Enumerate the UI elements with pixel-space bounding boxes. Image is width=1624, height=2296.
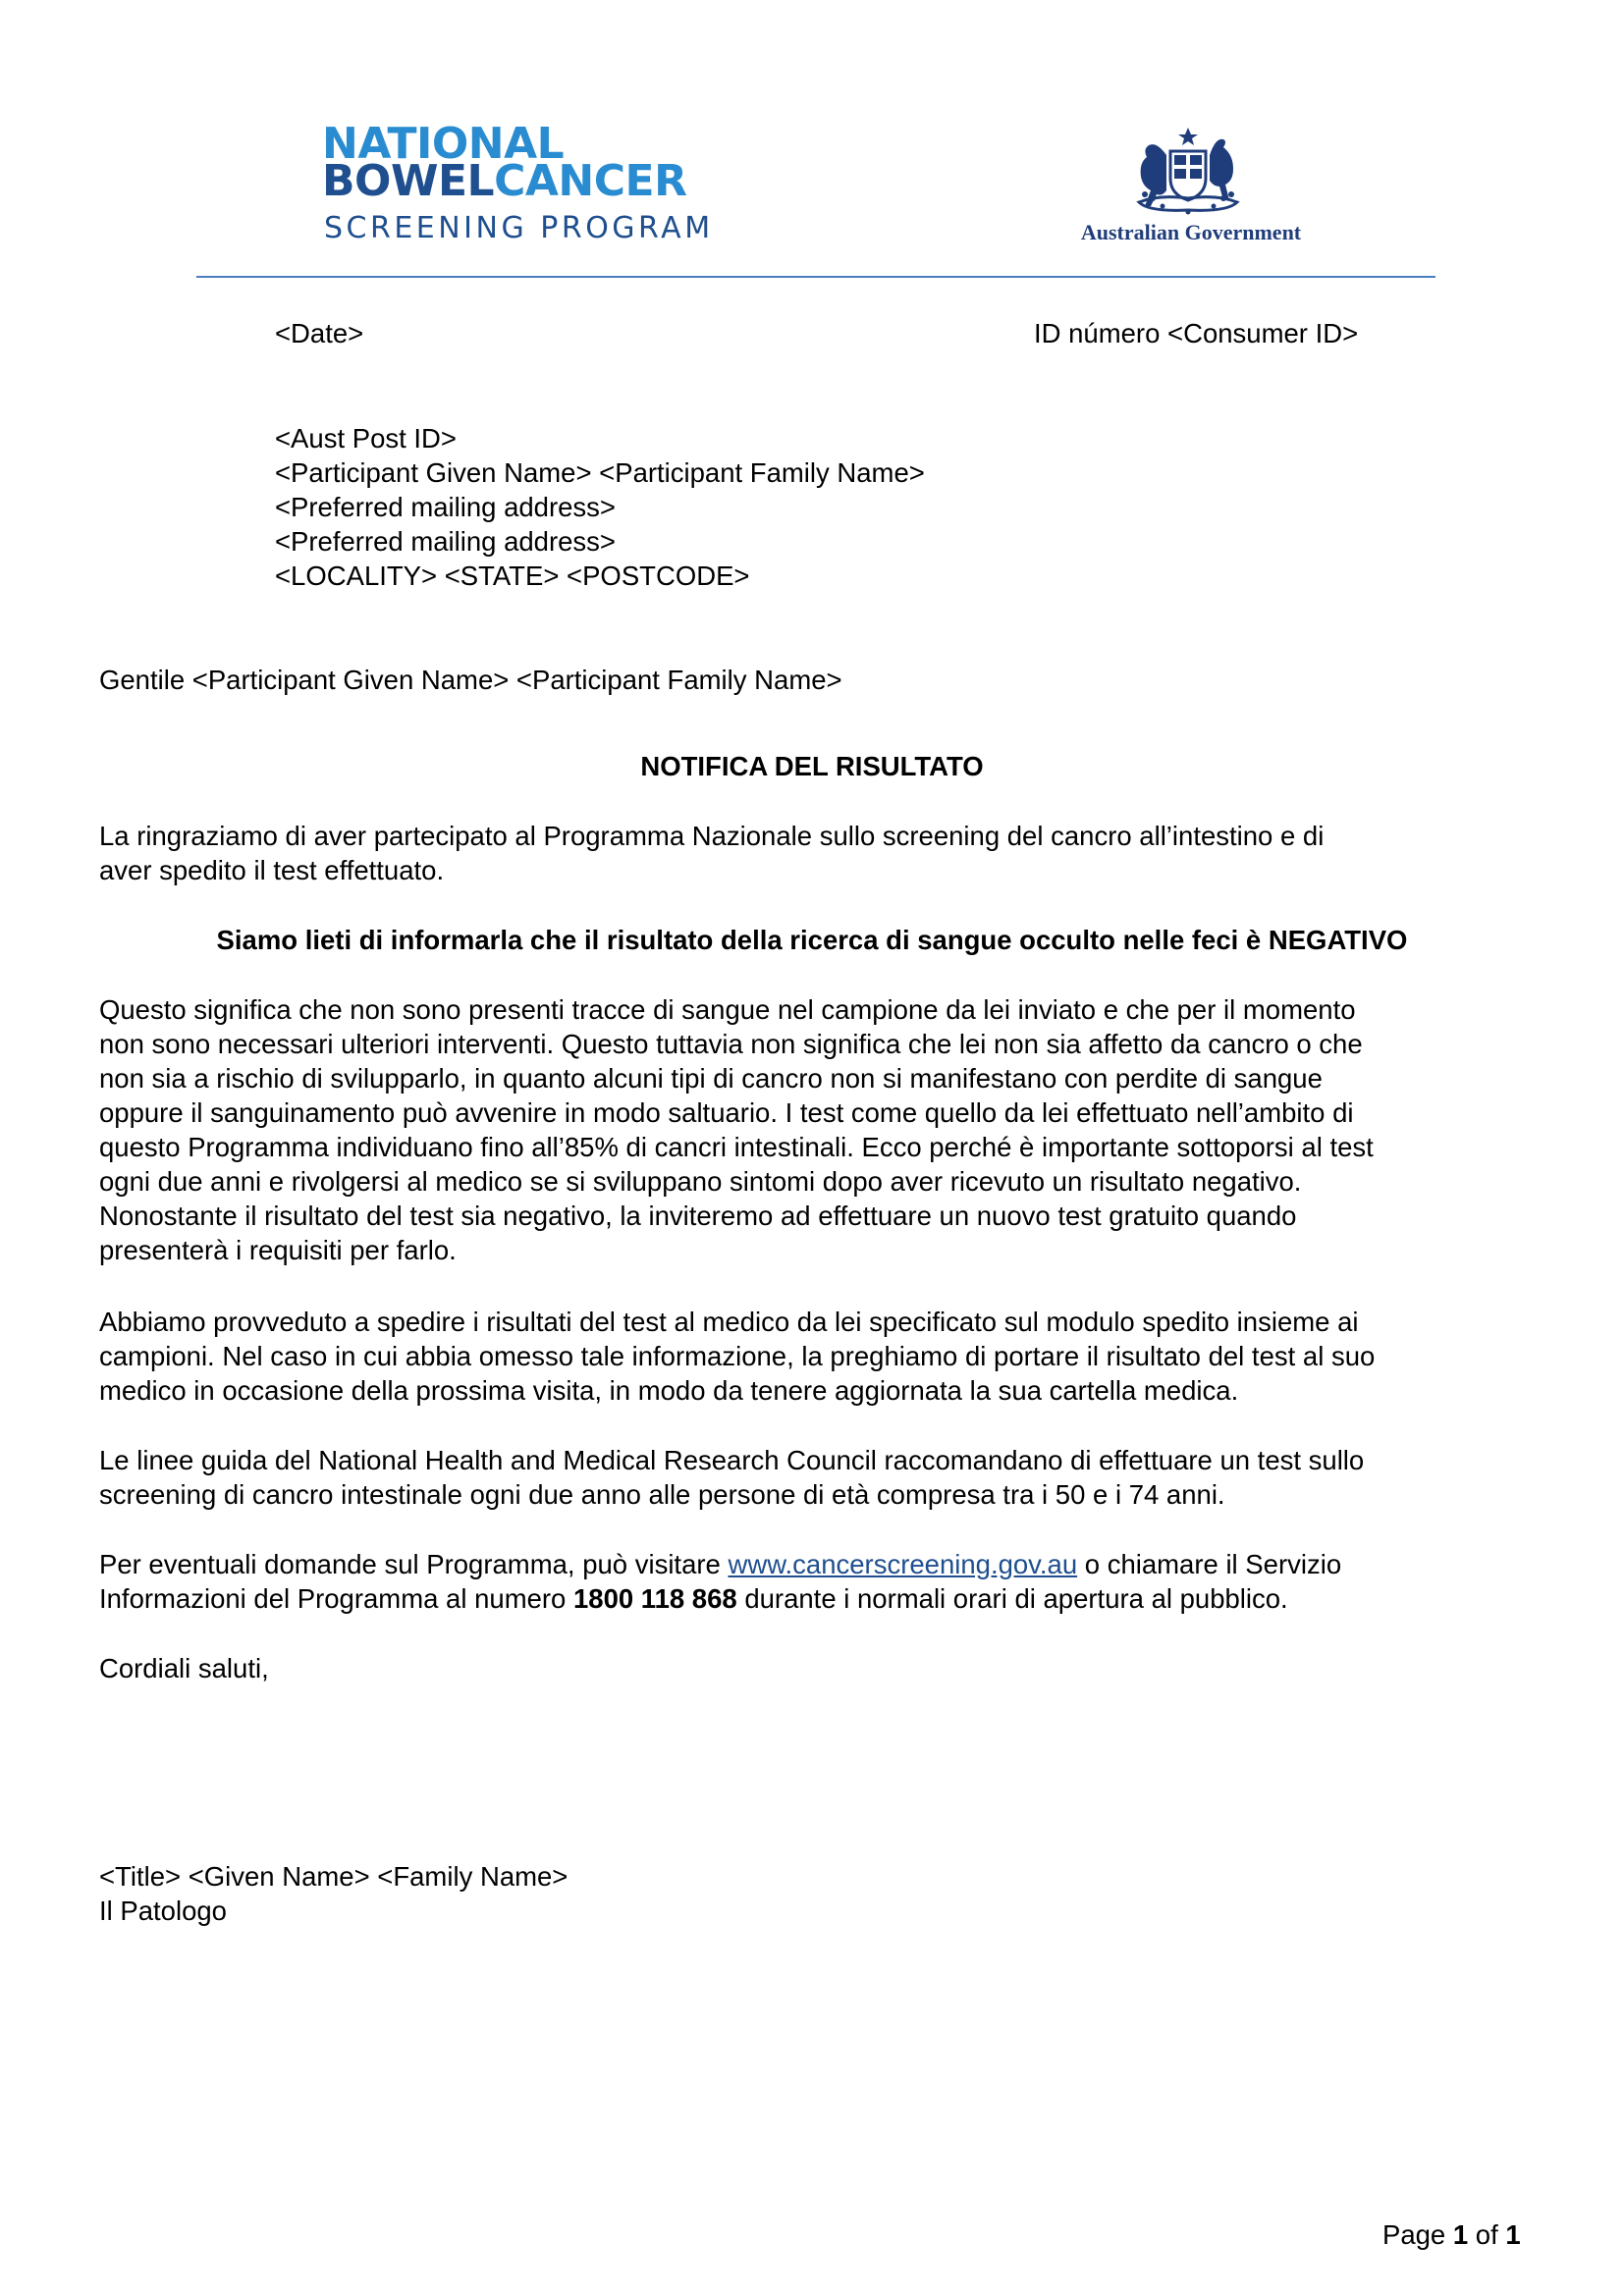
contact-text: Informazioni del Programma al numero [99,1583,573,1614]
coat-of-arms-icon [1119,126,1257,220]
phone-number: 1800 118 868 [572,1583,737,1614]
text-line: questo Programma individuano fino all’85% di cancri intestinali. Ecco perché è importante sottoporsi al test [99,1132,1374,1162]
text-line: Abbiamo provveduto a spedire i risultati del test al medico da lei specificato sul modulo spedito insieme ai [99,1307,1359,1337]
text-line: screening di cancro intestinale ogni due anno alle persone di età compresa tra i 50 e i 74 anni. [99,1479,1225,1510]
letter-heading: NOTIFICA DEL RISULTATO [640,751,984,781]
text-line: medico in occasione della prossima visita, in modo da tenere aggiornata la sua cartella medica. [99,1375,1239,1406]
result-statement: Siamo lieti di informarla che il risultato della ricerca di sangue occulto nelle feci è NEGATIVO [216,925,1408,955]
website-link[interactable]: www.cancerscreening.gov.au [728,1549,1078,1579]
page-number [1382,2217,1521,2252]
signature-role: Il Patologo [99,1896,227,1926]
contact-line [99,1581,1533,1616]
contact-line [99,1547,1533,1581]
text-line: aver spedito il test effettuato. [99,855,445,885]
contact-text: Per eventuali domande sul Programma, può visitare [99,1549,729,1579]
text-line: ogni due anni e rivolgersi al medico se si sviluppano sintomi dopo aver ricevuto un risultato negativo. [99,1166,1302,1197]
page-current: 1 [1452,2219,1469,2250]
logo-line-bowel-cancer [322,156,687,206]
doctor-notice-paragraph [99,1305,1533,1408]
text-line: campioni. Nel caso in cui abbia omesso tale informazione, la preghiamo di portare il risultato del test al suo [99,1341,1376,1371]
logo-line-national: NATIONAL [322,119,565,169]
salutation: Gentile <Participant Given Name> <Participant Family Name> [99,665,842,695]
contact-text: o chiamare il Servizio [1077,1549,1342,1579]
address-line: <Participant Given Name> <Participant Family Name> [275,457,925,488]
text-line: non sia a rischio di svilupparlo, in quanto alcuni tipi di cancro non si manifestano con perdite di sangue [99,1063,1323,1094]
address-line: <Preferred mailing address> [275,492,616,522]
page-word: Page [1382,2219,1453,2250]
letter-date: <Date> [275,318,364,348]
signature-block [99,1859,568,1928]
text-line: Nonostante il risultato del test sia negativo, la inviteremo ad effettuare un nuovo test gratuito quando [99,1201,1297,1231]
address-block [275,421,925,593]
text-line: Le linee guida del National Health and Medical Research Council raccomandano di effettuare un test sullo [99,1445,1365,1475]
page-total: 1 [1505,2219,1521,2250]
text-line: non sono necessari ulteriori interventi. Questo tuttavia non significa che lei non sia affetto da cancro o che [99,1029,1363,1059]
address-line: <Aust Post ID> [275,423,457,454]
address-line: <LOCALITY> <STATE> <POSTCODE> [275,561,750,591]
text-line: oppure il sanguinamento può avvenire in modo saltuario. I test come quello da lei effettuato nell’ambito di [99,1097,1354,1128]
explanation-paragraph [99,992,1533,1267]
page-of-word: of [1468,2219,1506,2250]
government-name: Australian Government [1080,220,1302,244]
contact-text: durante i normali orari di apertura al pubblico. [736,1583,1288,1614]
address-line: <Preferred mailing address> [275,526,616,557]
logo-word-bowel: BOWEL [322,156,495,206]
text-line: presenterà i requisiti per farlo. [99,1235,457,1265]
consumer-id: ID número <Consumer ID> [1034,318,1359,348]
logo-word-cancer: CANCER [494,156,687,206]
contact-paragraph [99,1547,1533,1616]
signature-name: <Title> <Given Name> <Family Name> [99,1861,568,1892]
guidelines-paragraph [99,1443,1533,1512]
text-line: La ringraziamo di aver partecipato al Programma Nazionale sullo screening del cancro all’intestino e di [99,821,1325,851]
logo-subtitle: SCREENING PROGRAM [324,211,714,245]
text-line: Questo significa che non sono presenti tracce di sangue nel campione da lei inviato e che per il momento [99,994,1356,1025]
intro-paragraph [99,819,1533,887]
closing: Cordiali saluti, [99,1653,269,1683]
header-divider [196,276,1435,278]
